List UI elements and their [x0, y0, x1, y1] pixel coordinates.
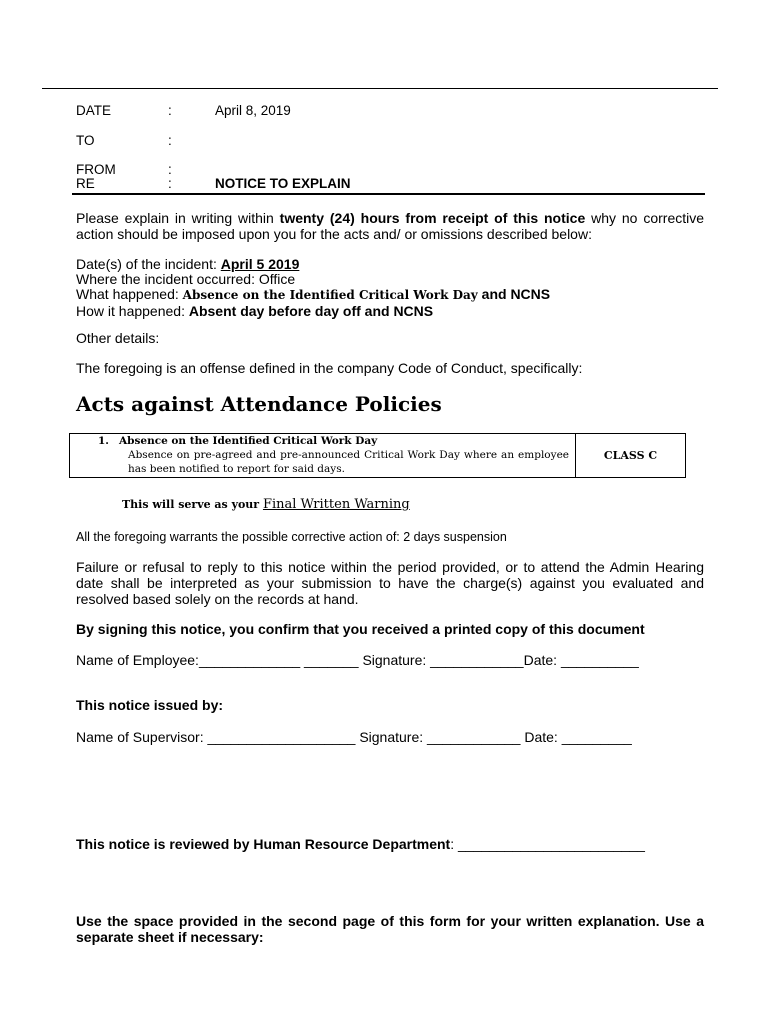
hr-review-blank: : ________________________: [450, 836, 645, 852]
date-value: April 8, 2019: [215, 103, 291, 118]
hr-review-label: This notice is reviewed by Human Resource Department: [76, 836, 451, 852]
re-colon: :: [168, 176, 172, 191]
incident-what-line: [76, 286, 550, 302]
date-label: DATE: [76, 103, 112, 118]
employee-signature-line: Name of Employee:_____________ _______ Signature: ____________Date: __________: [76, 652, 639, 668]
to-colon: :: [168, 133, 172, 148]
confirm-text: By signing this notice, you confirm that you received a printed copy of this document: [76, 621, 645, 637]
top-rule: [42, 88, 718, 89]
incident-what-value: Absence on the Identified Critical Work Day: [182, 288, 478, 302]
hr-review-line: [76, 836, 645, 852]
warning-line: [122, 497, 410, 512]
intro-paragraph: [76, 210, 704, 242]
policy-table: [69, 433, 686, 478]
policy-description: Absence on pre-agreed and pre-announced Critical Work Day where an employee has been notified to report for said days.: [128, 449, 569, 475]
re-value: NOTICE TO EXPLAIN: [215, 176, 351, 191]
incident-how-line: [76, 303, 433, 319]
section-title: Acts against Attendance Policies: [76, 392, 442, 416]
issued-by-label: This notice issued by:: [76, 697, 224, 713]
policy-title: Absence on the Identified Critical Work Day: [118, 435, 378, 447]
warning-prefix: This will serve as your: [122, 498, 263, 511]
foregoing-text: The foregoing is an offense defined in the company Code of Conduct, specifically:: [76, 360, 583, 376]
to-label: TO: [76, 133, 95, 148]
from-label: FROM: [76, 162, 116, 177]
policy-number: 1.: [98, 435, 109, 447]
re-label: RE: [76, 176, 95, 191]
intro-text-2: why no corrective action should be imposed upon you for the acts and/ or omissions described below:: [76, 210, 705, 242]
other-details: Other details:: [76, 330, 160, 346]
incident-how-label: How it happened:: [76, 303, 189, 319]
from-colon: :: [168, 162, 172, 177]
intro-text-1: Please explain in writing within: [76, 210, 280, 226]
incident-date-line: [76, 256, 299, 272]
incident-what-suffix: and NCNS: [477, 286, 551, 302]
policy-description-cell: [70, 434, 576, 478]
incident-where: Where the incident occurred: Office: [76, 271, 296, 287]
policy-class: CLASS C: [576, 434, 686, 478]
warning-emphasis: Final Written Warning: [262, 497, 410, 512]
supervisor-signature-line: Name of Supervisor: ___________________ Signature: ____________ Date: _________: [76, 729, 632, 745]
intro-bold: twenty (24) hours from receipt of this notice: [279, 210, 586, 226]
incident-date-value: April 5 2019: [220, 256, 300, 272]
header-rule: [72, 193, 705, 195]
corrective-action: All the foregoing warrants the possible corrective action of: 2 days suspension: [76, 530, 507, 544]
footer-note: Use the space provided in the second page of this form for your written explanation. Use a separate sheet if necessary:: [76, 913, 704, 945]
failure-paragraph: Failure or refusal to reply to this notice within the period provided, or to attend the Admin Hearing date shall be interpreted as your submission to have the charge(s) against you evaluated and resolved based solely on the records at hand.: [76, 559, 704, 607]
incident-date-label: Date(s) of the incident:: [76, 256, 221, 272]
incident-what-label: What happened:: [76, 286, 183, 302]
incident-how-value: Absent day before day off and NCNS: [188, 303, 434, 319]
date-colon: :: [168, 103, 172, 118]
